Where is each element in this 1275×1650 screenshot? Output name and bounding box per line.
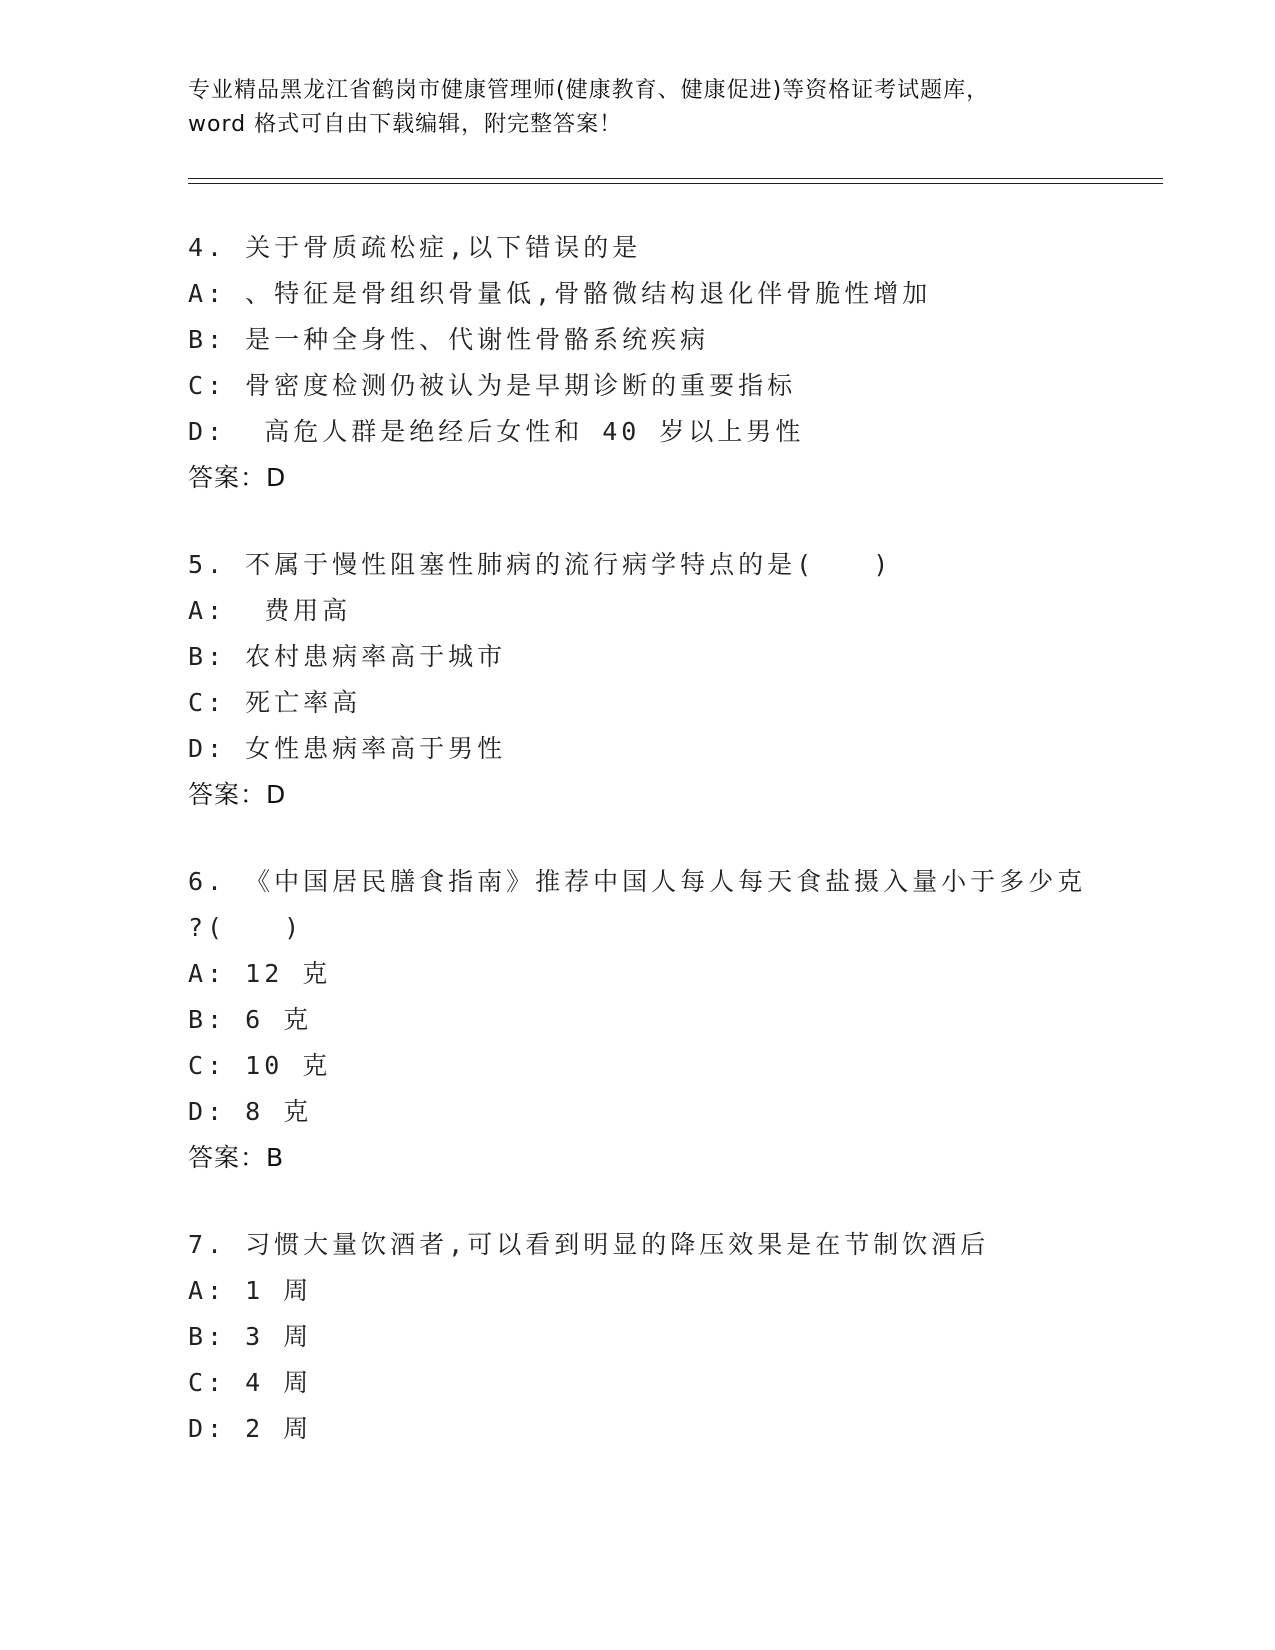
option-c: C: 死亡率高 (188, 688, 362, 717)
option-b: B: 农村患病率高于城市 (188, 642, 507, 671)
option-a: A: 1 周 (188, 1276, 313, 1305)
option-a: A: 12 克 (188, 959, 332, 988)
option-c: C: 4 周 (188, 1368, 313, 1397)
question-stem: 7. 习惯大量饮酒者,可以看到明显的降压效果是在节制饮酒后 (188, 1230, 990, 1259)
question-7 (188, 1222, 1148, 1452)
option-c: C: 骨密度检测仍被认为是早期诊断的重要指标 (188, 371, 797, 400)
option-d: D: 高危人群是绝经后女性和 40 岁以上男性 (188, 417, 805, 446)
question-6 (188, 859, 1148, 1181)
document-header (188, 74, 1088, 142)
answer-label: 答案：D (188, 780, 287, 809)
option-b: B: 3 周 (188, 1322, 313, 1351)
header-divider-top (188, 178, 1163, 179)
option-d: D: 8 克 (188, 1097, 313, 1126)
answer-label: 答案：B (188, 1143, 285, 1172)
header-title-line-1: 专业精品黑龙江省鹤岗市健康管理师(健康教育、健康促进)等资格证考试题库， (188, 78, 990, 103)
question-stem: 6. 《中国居民膳食指南》推荐中国人每人每天食盐摄入量小于多少克 (188, 867, 1087, 896)
option-a: A: 、特征是骨组织骨量低,骨骼微结构退化伴骨脆性增加 (188, 279, 932, 308)
header-title-line-2: word 格式可自由下载编辑，附完整答案！ (188, 112, 623, 137)
question-stem-continued: ?( ) (188, 913, 304, 942)
option-b: B: 6 克 (188, 1005, 313, 1034)
option-a: A: 费用高 (188, 596, 352, 625)
option-c: C: 10 克 (188, 1051, 332, 1080)
question-5 (188, 542, 1148, 818)
option-b: B: 是一种全身性、代谢性骨骼系统疾病 (188, 325, 710, 354)
question-stem: 5. 不属于慢性阻塞性肺病的流行病学特点的是( ) (188, 550, 893, 579)
answer-label: 答案：D (188, 463, 287, 492)
question-stem: 4. 关于骨质疏松症,以下错误的是 (188, 233, 642, 262)
option-d: D: 女性患病率高于男性 (188, 734, 507, 763)
header-divider-bottom (188, 183, 1163, 184)
question-4 (188, 225, 1148, 501)
option-d: D: 2 周 (188, 1414, 313, 1443)
